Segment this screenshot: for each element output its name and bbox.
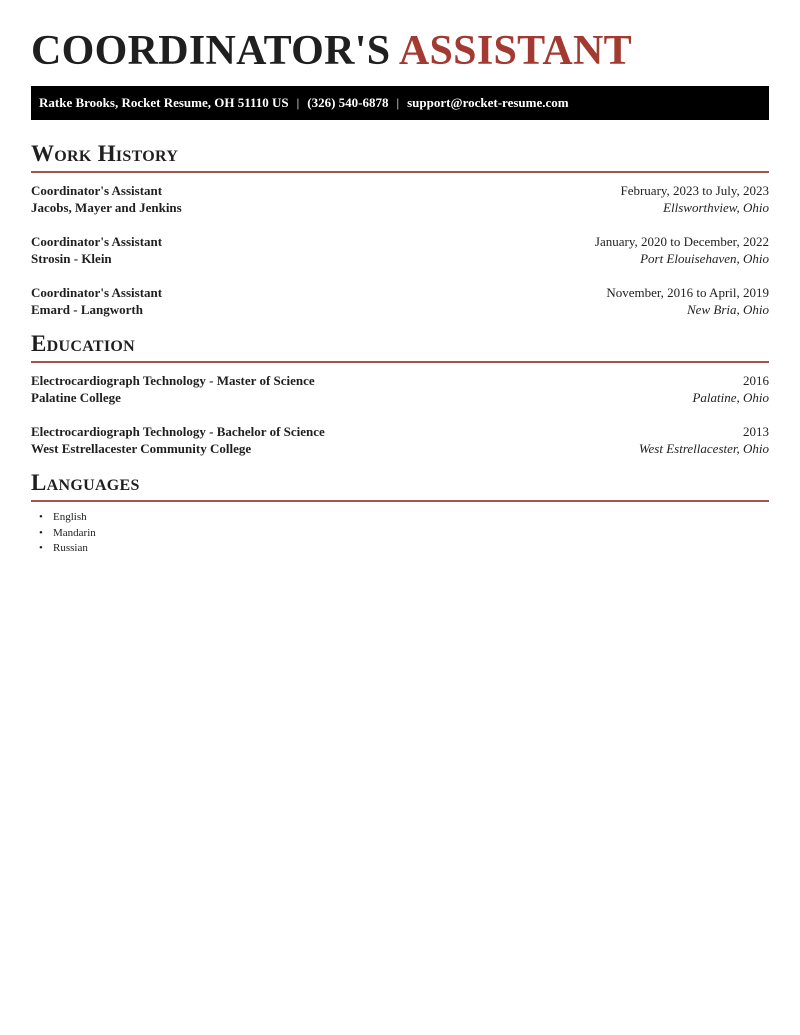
language-name: Mandarin	[53, 526, 96, 539]
job-location: New Bria, Ohio	[687, 302, 769, 317]
graduation-year: 2013	[743, 424, 769, 439]
school-location: Palatine, Ohio	[692, 390, 769, 405]
work-entry	[31, 182, 769, 216]
job-location: Port Elouisehaven, Ohio	[640, 251, 769, 266]
job-dates: January, 2020 to December, 2022	[594, 234, 769, 249]
bullet-icon: •	[39, 511, 43, 523]
education-entry	[31, 372, 769, 406]
job-title: Coordinator's Assistant	[31, 183, 163, 198]
languages-heading: Languages	[31, 471, 769, 502]
work-history-heading: Work History	[31, 142, 769, 173]
title-accent: ASSISTANT	[398, 28, 632, 74]
contact-email: support@rocket-resume.com	[407, 95, 569, 110]
job-company: Strosin - Klein	[31, 251, 112, 266]
work-entry	[31, 284, 769, 318]
language-name: Russian	[53, 542, 88, 554]
list-item	[31, 510, 769, 526]
languages-list	[31, 510, 769, 557]
contact-separator: |	[296, 95, 300, 110]
contact-address: Ratke Brooks, Rocket Resume, OH 51110 US	[39, 95, 289, 110]
bullet-icon: •	[39, 526, 43, 539]
education-heading: Education	[31, 332, 769, 363]
school: Palatine College	[31, 390, 121, 405]
education-entry	[31, 423, 769, 457]
school: West Estrellacester Community College	[31, 441, 252, 456]
contact-phone: (326) 540-6878	[307, 95, 389, 110]
job-location: Ellsworthview, Ohio	[663, 200, 769, 215]
school-location: West Estrellacester, Ohio	[638, 441, 769, 456]
title-main: COORDINATOR'S	[31, 28, 391, 74]
job-title: Coordinator's Assistant	[31, 234, 163, 249]
resume-page	[31, 0, 769, 557]
work-entry	[31, 233, 769, 267]
list-item	[31, 526, 769, 542]
list-item	[31, 541, 769, 557]
graduation-year: 2016	[743, 373, 769, 388]
job-dates: February, 2023 to July, 2023	[620, 183, 769, 198]
job-company: Jacobs, Mayer and Jenkins	[31, 200, 182, 215]
contact-bar	[31, 86, 769, 120]
job-company: Emard - Langworth	[31, 302, 143, 317]
contact-separator: |	[396, 95, 400, 110]
job-dates: November, 2016 to April, 2019	[606, 285, 769, 300]
resume-title	[31, 0, 769, 72]
degree: Electrocardiograph Technology - Bachelor of Science	[31, 424, 325, 439]
language-name: English	[53, 511, 87, 523]
degree: Electrocardiograph Technology - Master of Science	[31, 373, 315, 388]
job-title: Coordinator's Assistant	[31, 285, 163, 300]
bullet-icon: •	[39, 542, 43, 554]
